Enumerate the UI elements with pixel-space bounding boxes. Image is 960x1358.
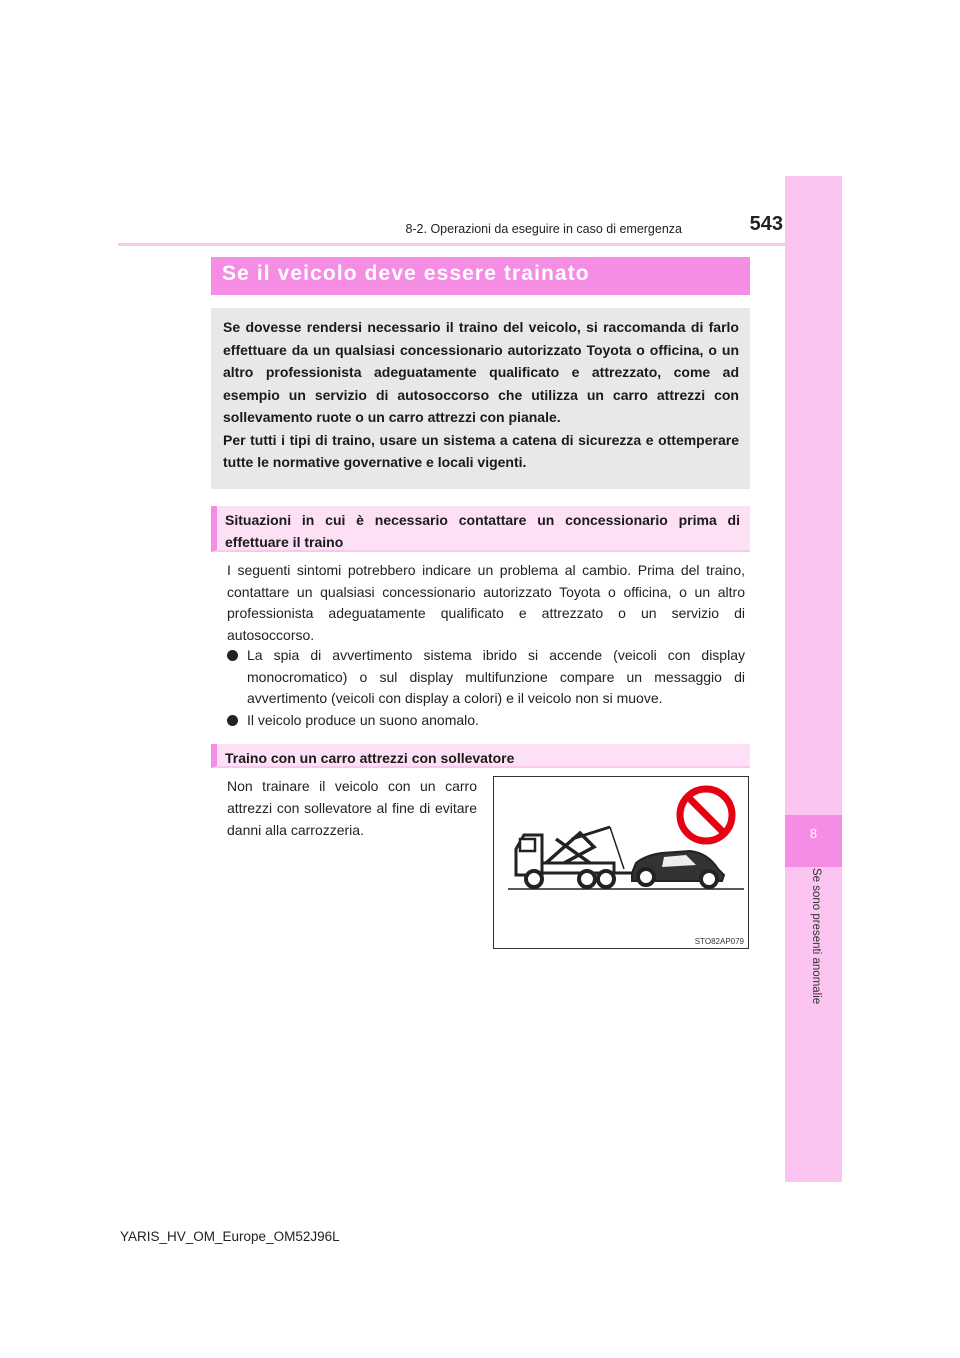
subsection-heading-2 <box>211 744 750 768</box>
intro-paragraph-2: Per tutti i tipi di traino, usare un sistema a catena di sicurezza e ottemperare tutte le normative governative e locali vigenti. <box>223 431 739 470</box>
intro-box <box>211 308 750 489</box>
towing-figure <box>493 776 749 949</box>
subsection-heading-1 <box>211 506 750 552</box>
intro-paragraph-1: Se dovesse rendersi necessario il traino del veicolo, si raccomanda di farlo effettuare da un qualsiasi concessionario autorizzato Toyota o officina, o un altro professionista adeguatamente qualificato e attrezzato, come ad esempio un servizio di autosoccorso che utilizza un carro attrezzi con sollevamento ruote o un carro attrezzi con pianale. <box>223 319 739 425</box>
chapter-number: 8 <box>809 826 818 841</box>
page-number: 543 <box>749 213 783 235</box>
header-divider <box>118 243 785 246</box>
car-icon <box>632 851 724 887</box>
bullet-dot-icon <box>227 650 238 661</box>
subsection-heading-2-text: Traino con un carro attrezzi con sollevatore <box>225 750 515 766</box>
tow-illustration <box>494 777 748 948</box>
bullet-item <box>227 710 745 732</box>
bullet-dot-icon <box>227 715 238 726</box>
chapter-number-block <box>785 815 842 867</box>
subsection-1-paragraph: I seguenti sintomi potrebbero indicare un problema al cambio. Prima del traino, contattare un qualsiasi concessionario autorizzato Toyota o officina, o un altro professionista adeguatamente qualificato e attrezzato o un servizio di autosoccorso. <box>227 562 745 643</box>
breadcrumb: 8-2. Operazioni da eseguire in caso di emergenza <box>405 222 682 236</box>
bullet-text: Il veicolo produce un suono anomalo. <box>247 712 479 728</box>
figure-code: STO82AP079 <box>694 937 744 946</box>
chapter-label-container <box>785 868 842 1168</box>
bullet-text: La spia di avvertimento sistema ibrido si accende (veicoli con display monocromatico) o sul display multifunzione compare un messaggio di avvertimento (veicoli con display a colori) e il veicolo non si muove. <box>247 647 745 706</box>
chapter-label: Se sono presenti anomalie <box>809 868 822 1005</box>
prohibited-icon <box>680 789 732 841</box>
section-title-bar <box>211 257 750 295</box>
subsection-2-paragraph: Non trainare il veicolo con un carro attrezzi con sollevatore al fine di evitare danni alla carrozzeria. <box>227 778 477 838</box>
tow-truck-icon <box>516 827 634 887</box>
subsection-heading-1-text: Situazioni in cui è necessario contattare un concessionario prima di effettuare il traino <box>225 512 740 550</box>
footer-doc-id: YARIS_HV_OM_Europe_OM52J96L <box>120 1229 340 1244</box>
bullet-item <box>227 645 745 710</box>
intro-text <box>223 316 739 474</box>
section-title: Se il veicolo deve essere trainato <box>222 262 590 285</box>
